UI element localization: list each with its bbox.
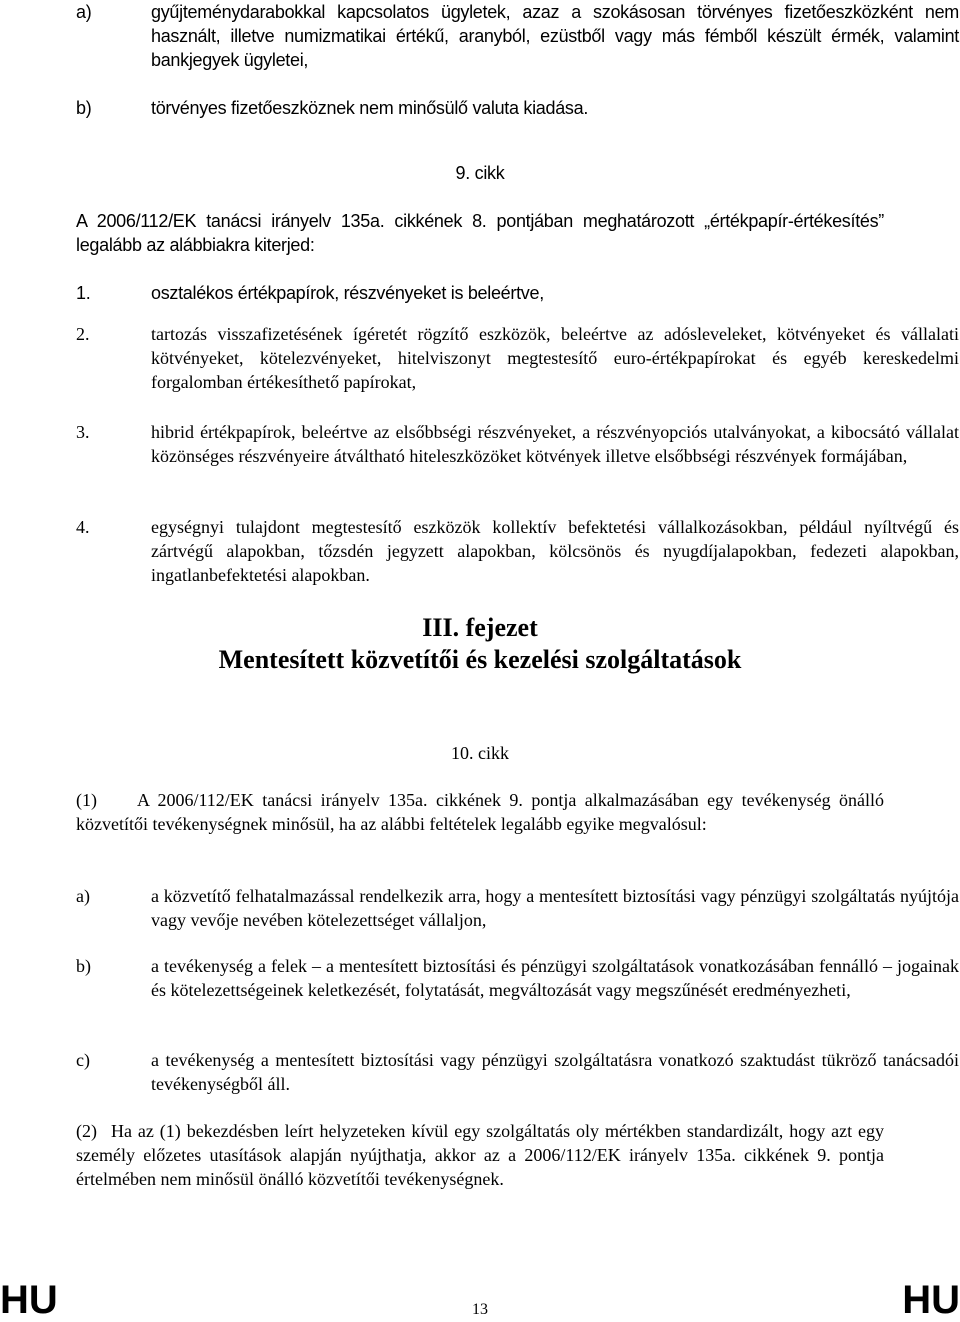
list-item-1 [76, 281, 959, 305]
list-marker: a) [76, 886, 90, 906]
condition-item-b [76, 954, 959, 1002]
list-item-text: a tevékenység a felek – a mentesített biztosítási és pénzügyi szolgáltatások vonatkozásában fennálló – jogainak és kötelezettségeinek keletkezését, folytatását, megváltozását vagy megszűnését eredményezheti, [151, 956, 959, 1000]
list-item-text: törvényes fizetőeszköznek nem minősülő valuta kiadása. [151, 98, 589, 118]
condition-item-a [76, 884, 959, 932]
list-marker: b) [76, 98, 92, 118]
paragraph-marker: (1) [76, 790, 97, 810]
list-item-2 [76, 322, 959, 394]
list-item-text: tartozás visszafizetésének ígéretét rögzítő eszközök, beleértve az adósleveleket, kötvényeket és vállalati kötvényeket, kötelezvényeket, hitelviszonyt megtestesítő euro-értékpapírokat és egyéb kereskedelmi forgalomban értékesíthető papírokat, [151, 324, 959, 392]
list-item-a [76, 0, 959, 72]
article-heading: 10. cikk [451, 743, 509, 763]
list-item-text: egységnyi tulajdont megtestesítő eszközök kollektív befektetési vállalkozásokban, például nyíltvégű és zártvégű alapokban, tőzsdén jegyzett alapokban, kölcsönös és nyugdíjalapokban, fedezeti alapokban, ingatlanbefektetési alapokban. [151, 517, 959, 585]
list-marker: b) [76, 956, 91, 976]
footer-language-left: HU [0, 1278, 58, 1322]
list-item-text: gyűjteménydarabokkal kapcsolatos ügyletek, azaz a szokásosan törvényes fizetőeszközként nem használt, illetve numizmatikai értékű, aranyból, ezüstből vagy más fémből készült érmék, valamint bankjegyek ügyletei, [151, 2, 959, 70]
paragraph-text: Ha az (1) bekezdésben leírt helyzeteken kívül egy szolgáltatás oly mértékben standardizált, hogy azt egy személy előzetes utasítások alapján nyújthatja, akkor az a 2006/112/EK irányelv 135a. cikkének 9. pontja értelmében nem minősül önálló közvetítői tevékenységnek. [76, 1121, 884, 1189]
list-item-3 [76, 420, 959, 468]
condition-item-c [76, 1048, 959, 1096]
chapter-title: Mentesített közvetítői és kezelési szolgáltatások [218, 645, 742, 674]
footer-language-right: HU [902, 1278, 960, 1322]
article-intro: A 2006/112/EK tanácsi irányelv 135a. cikkének 8. pontjában meghatározott „értékpapír-értékesítés” legalább az alábbiakra kiterjed: [76, 211, 884, 255]
list-marker: 3. [76, 422, 90, 442]
list-marker: 1. [76, 283, 91, 303]
list-marker: 4. [76, 517, 90, 537]
chapter-number: III. fejezet [422, 613, 538, 642]
list-item-text: a tevékenység a mentesített biztosítási vagy pénzügyi szolgáltatásra vonatkozó szaktudást tükröző tanácsadói tevékenységből áll. [151, 1050, 959, 1094]
list-item-b [76, 96, 959, 120]
paragraph-text: A 2006/112/EK tanácsi irányelv 135a. cikkének 9. pontja alkalmazásában egy tevékenység önálló közvetítői tevékenységnek minősül, ha az alábbi feltételek legalább egyike megvalósul: [76, 790, 884, 834]
list-item-text: osztalékos értékpapírok, részvényeket is beleértve, [151, 283, 544, 303]
article-heading: 9. cikk [455, 163, 505, 183]
page-number: 13 [472, 1301, 488, 1318]
list-item-text: a közvetítő felhatalmazással rendelkezik arra, hogy a mentesített biztosítási vagy pénzügyi szolgáltatás nyújtója vagy vevője nevében kötelezettséget vállaljon, [151, 886, 959, 930]
list-marker: 2. [76, 324, 90, 344]
list-marker: a) [76, 2, 92, 22]
list-item-4 [76, 515, 959, 587]
paragraph-1 [76, 788, 884, 836]
paragraph-marker: (2) [76, 1121, 97, 1141]
list-marker: c) [76, 1050, 90, 1070]
paragraph-2 [76, 1119, 884, 1191]
list-item-text: hibrid értékpapírok, beleértve az elsőbbségi részvényeket, a részvényopciós utalványokat, a kibocsátó vállalat közönséges részvényeire átváltható hiteleszközöket kötvények illetve elsőbbségi részvények formájában, [151, 422, 959, 466]
